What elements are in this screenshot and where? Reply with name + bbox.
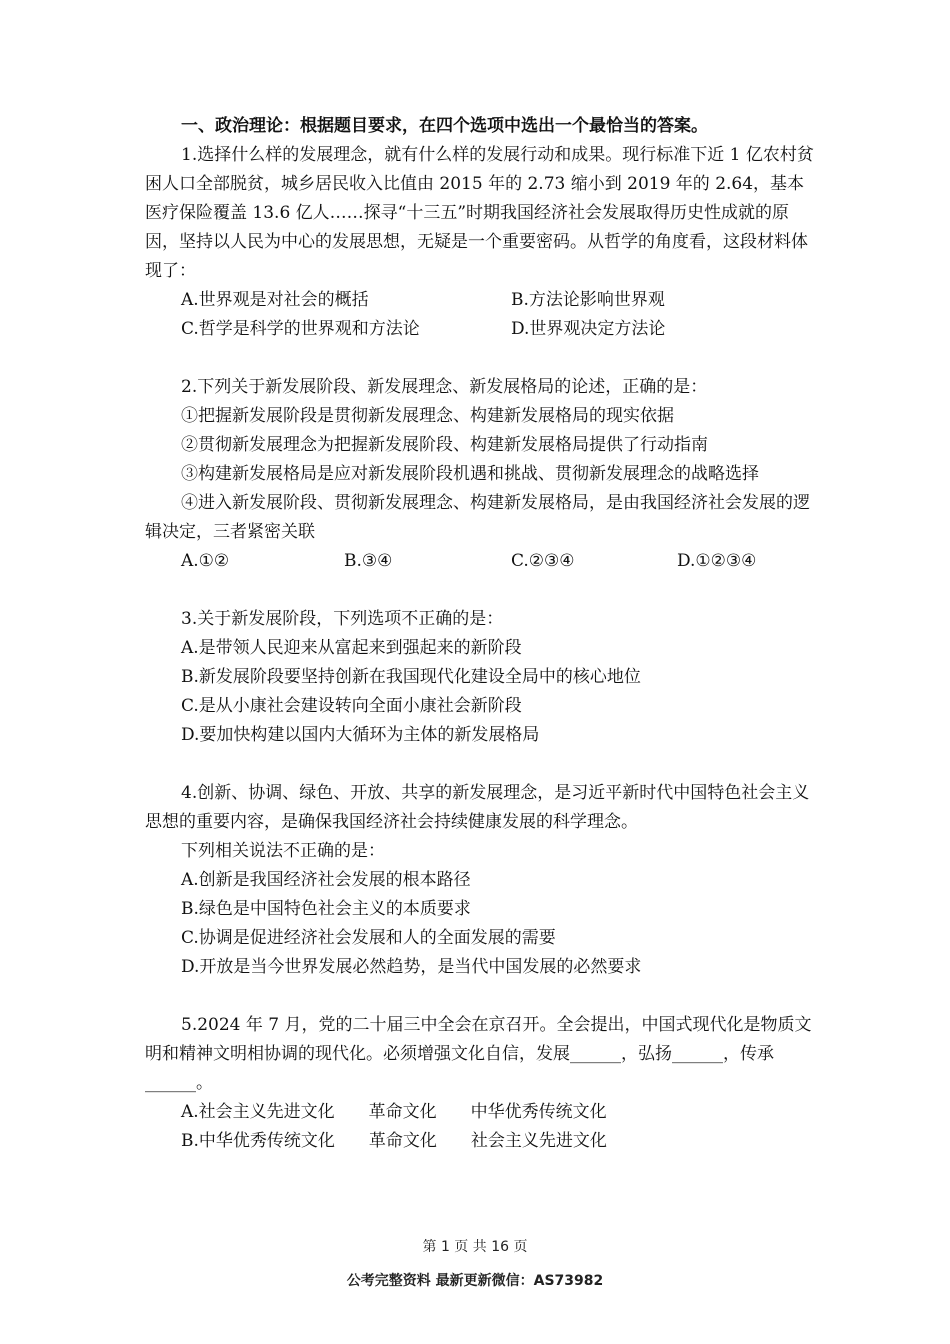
- page-number: 第 1 页 共 16 页: [422, 1239, 528, 1255]
- statement-4: ④进入新发展阶段、贯彻新发展理念、构建新发展格局，是由我国经济社会发展的逻辑决定，三者紧密关联: [145, 493, 810, 542]
- statement-2: ②贯彻新发展理念为把握新发展阶段、构建新发展格局提供了行动指南: [181, 435, 708, 455]
- option-d: D.世界观决定方法论: [511, 319, 666, 339]
- question-4: [145, 779, 815, 982]
- question-3: [145, 605, 815, 750]
- footer-note: 公考完整资料 最新更新微信：AS73982: [346, 1273, 604, 1289]
- option-d: D.①②③④: [677, 551, 757, 571]
- option-b: B.③④: [344, 551, 393, 571]
- option-a: A.创新是我国经济社会发展的根本路径: [181, 870, 471, 890]
- statement-3: ③构建新发展格局是应对新发展阶段机遇和挑战、贯彻新发展理念的战略选择: [181, 464, 759, 484]
- question-4-prompt: 下列相关说法不正确的是：: [181, 841, 385, 861]
- question-1: [145, 141, 815, 344]
- option-c: C.②③④: [511, 551, 575, 571]
- question-1-stem: 1.选择什么样的发展理念，就有什么样的发展行动和成果。现行标准下近 1 亿农村贫困人口全部脱贫，城乡居民收入比值由 2015 年的 2.73 缩小到 2019 年的 2.64，基本医疗保险覆盖 13.6 亿人……探寻“十三五”时期我国经济社会发展取得历史性成就的原因，坚持以人民为中心的发展思想，无疑是一个重要密码。从哲学的角度看，这段材料体现了：: [145, 145, 814, 281]
- option-b: B.方法论影响世界观: [511, 290, 665, 310]
- statement-1: ①把握新发展阶段是贯彻新发展理念、构建新发展格局的现实依据: [181, 406, 674, 426]
- option-b: B.中华优秀传统文化 革命文化 社会主义先进文化: [181, 1131, 607, 1151]
- question-1-options-row-2: [145, 315, 815, 344]
- option-a: A.世界观是对社会的概括: [181, 290, 369, 310]
- option-c: C.哲学是科学的世界观和方法论: [181, 319, 420, 339]
- question-2-stem: 2.下列关于新发展阶段、新发展理念、新发展格局的论述，正确的是：: [181, 377, 708, 397]
- option-a: A.是带领人民迎来从富起来到强起来的新阶段: [181, 638, 522, 658]
- question-2-options: [145, 547, 815, 576]
- option-c: C.是从小康社会建设转向全面小康社会新阶段: [181, 696, 522, 716]
- question-3-stem: 3.关于新发展阶段，下列选项不正确的是：: [181, 609, 504, 629]
- option-c: C.协调是促进经济社会发展和人的全面发展的需要: [181, 928, 556, 948]
- option-d: D.开放是当今世界发展必然趋势，是当代中国发展的必然要求: [181, 957, 642, 977]
- exam-page: [145, 112, 815, 1156]
- question-2: [145, 373, 815, 576]
- question-5: [145, 1011, 815, 1156]
- question-5-stem: 5.2024 年 7 月，党的二十届三中全会在京召开。全会提出，中国式现代化是物质文明和精神文明相协调的现代化。必须增强文化自信，发展______，弘扬______，传承______。: [145, 1015, 812, 1093]
- option-b: B.新发展阶段要坚持创新在我国现代化建设全局中的核心地位: [181, 667, 641, 687]
- question-4-stem: 4.创新、协调、绿色、开放、共享的新发展理念，是习近平新时代中国特色社会主义思想的重要内容，是确保我国经济社会持续健康发展的科学理念。: [145, 783, 810, 832]
- question-1-options-row-1: [145, 286, 815, 315]
- option-d: D.要加快构建以国内大循环为主体的新发展格局: [181, 725, 540, 745]
- section-title: 一、政治理论：根据题目要求，在四个选项中选出一个最恰当的答案。: [181, 116, 708, 136]
- option-a: A.社会主义先进文化 革命文化 中华优秀传统文化: [181, 1102, 607, 1122]
- option-a: A.①②: [181, 551, 230, 571]
- option-b: B.绿色是中国特色社会主义的本质要求: [181, 899, 471, 919]
